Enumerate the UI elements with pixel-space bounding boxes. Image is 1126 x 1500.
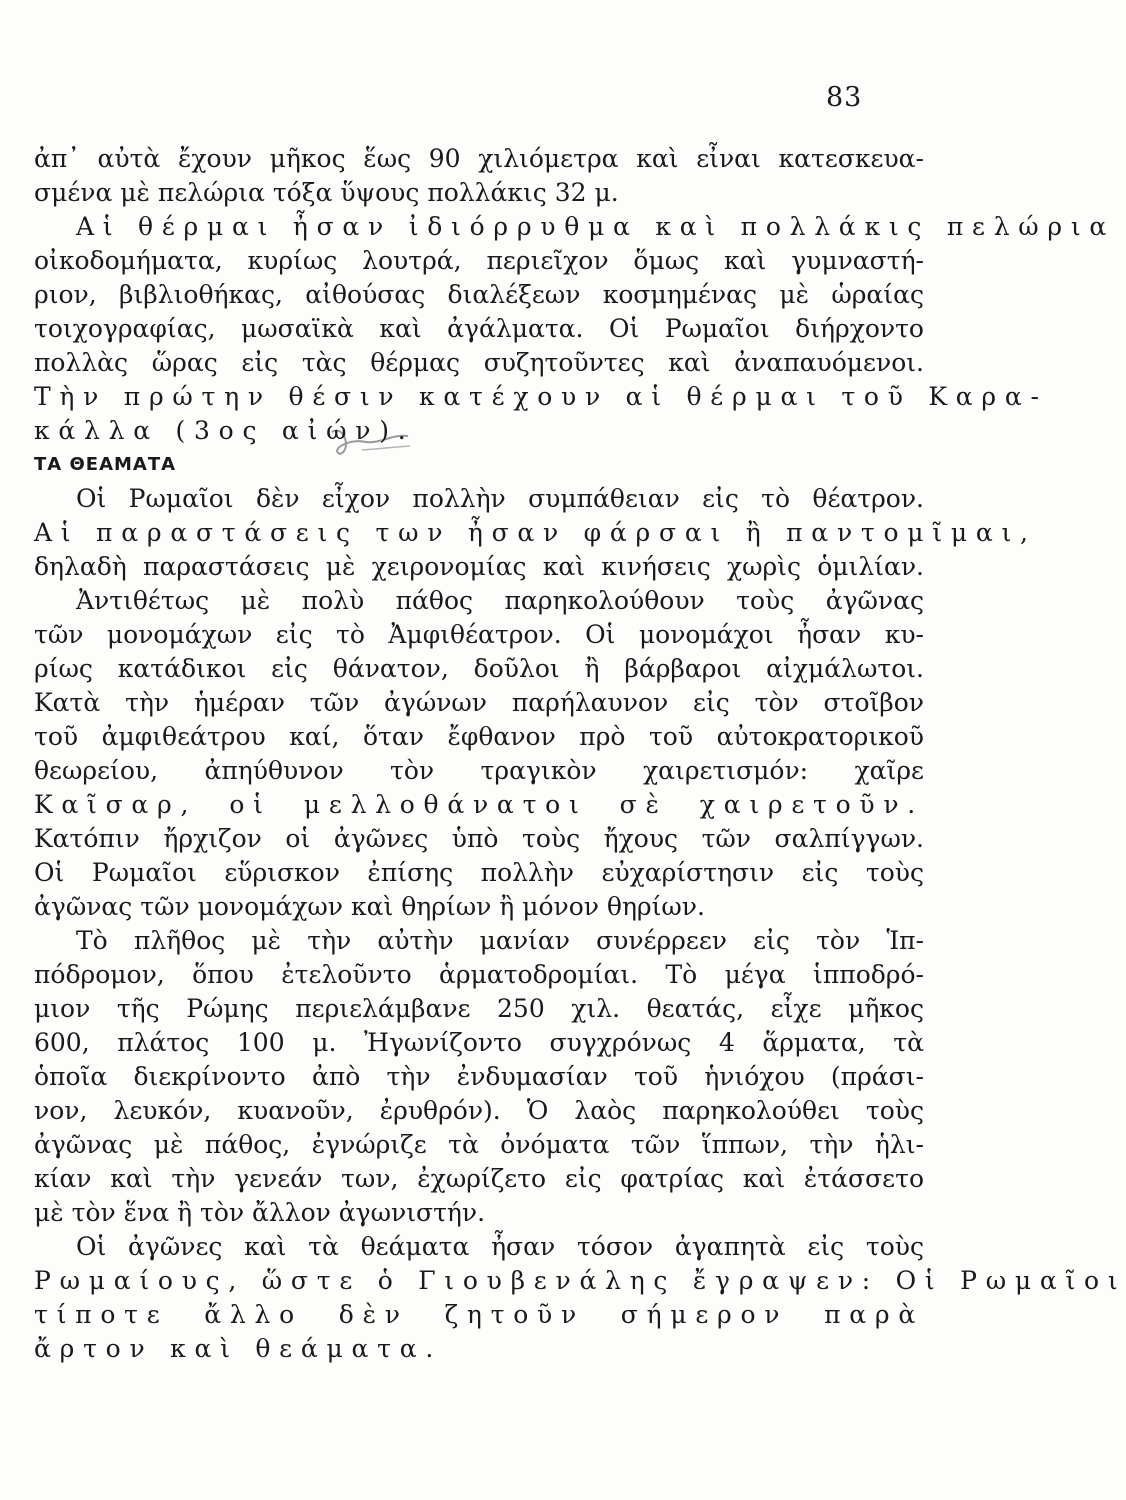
text-line: Οἱ Ρωμαῖοι δὲν εἶχον πολλὴν συμπάθειαν εἰς τὸ θέατρον. <box>76 484 924 513</box>
text-line: δηλαδὴ παραστάσεις μὲ χειρονομίας καὶ κινήσεις χωρὶς ὁμιλίαν. <box>34 552 924 581</box>
text-line: τῶν μονομάχων εἰς τὸ Ἀμφιθέατρον. Οἱ μονομάχοι ἦσαν κυ- <box>34 620 924 649</box>
text-line: τίποτε ἄλλο δὲν ζητοῦν σήμερον παρὰ <box>34 1300 924 1329</box>
text-line: μὲ τὸν ἕνα ἢ τὸν ἄλλον ἀγωνιστήν. <box>34 1198 486 1227</box>
text-line: πόδρομον, ὅπου ἐτελοῦντο ἁρματοδρομίαι. Τὸ μέγα ἱπποδρό- <box>34 960 924 989</box>
text-line: Τὴν πρώτην θέσιν κατέχουν αἱ θέρμαι τοῦ Καρα- <box>34 382 1048 411</box>
text-line: πολλὰς ὥρας εἰς τὰς θέρμας συζητοῦντες καὶ ἀναπαυόμενοι. <box>34 348 924 377</box>
text-line: Τὸ πλῆθος μὲ τὴν αὐτὴν μανίαν συνέρρεεν εἰς τὸν Ἱπ- <box>76 926 924 955</box>
text-line: ὁποῖα διεκρίνοντο ἀπὸ τὴν ἐνδυμασίαν τοῦ ἡνιόχου (πράσι- <box>34 1062 924 1091</box>
text-line: Αἱ παραστάσεις των ἦσαν φάρσαι ἢ παντομῖμαι, <box>34 518 1037 547</box>
text-line: ἀπ᾽ αὐτὰ ἔχουν μῆκος ἕως 90 χιλιόμετρα καὶ εἶναι κατεσκευα- <box>34 144 924 173</box>
text-line: ἀγῶνας μὲ πάθος, ἐγνώριζε τὰ ὀνόματα τῶν ἵππων, τὴν ἡλι- <box>34 1130 924 1159</box>
text-line: κίαν καὶ τὴν γενεάν των, ἐχωρίζετο εἰς φατρίας καὶ ἐτάσσετο <box>34 1164 924 1193</box>
text-line: Κατόπιν ἤρχιζον οἱ ἀγῶνες ὑπὸ τοὺς ἤχους τῶν σαλπίγγων. <box>34 824 924 853</box>
text-line: νον, λευκόν, κυανοῦν, ἐρυθρόν). Ὁ λαὸς παρηκολούθει τοὺς <box>34 1096 924 1125</box>
text-line: ἄρτον καὶ θεάματα. <box>34 1334 443 1363</box>
text-line: οἰκοδομήματα, κυρίως λουτρά, περιεῖχον ὅμως καὶ γυμναστή- <box>34 246 924 275</box>
text-line: ριον, βιβλιοθήκας, αἰθούσας διαλέξεων κοσμημένας μὲ ὡραίας <box>34 280 924 309</box>
section-heading: ΤΑ ΘΕΑΜΑΤΑ <box>34 454 177 475</box>
page-number: 83 <box>826 82 863 113</box>
text-line: Ρωμαίους, ὥστε ὁ Γιουβενάλης ἔγραψεν: Οἱ Ρωμαῖοι <box>34 1266 1126 1295</box>
text-line: ρίως κατάδικοι εἰς θάνατον, δοῦλοι ἢ βάρβαροι αἰχμάλωτοι. <box>34 654 924 683</box>
text-line: Αἱ θέρμαι ἦσαν ἰδιόρρυθμα καὶ πολλάκις πελώρια <box>76 212 1116 241</box>
text-line: τοῦ ἀμφιθεάτρου καί, ὅταν ἔφθανον πρὸ τοῦ αὐτοκρατορικοῦ <box>34 722 924 751</box>
text-line: 600, πλάτος 100 μ. Ἠγωνίζοντο συγχρόνως 4 ἅρματα, τὰ <box>34 1028 924 1057</box>
text-line: κάλλα (3ος αἰών). <box>34 416 415 445</box>
text-line: μιον τῆς Ρώμης περιελάμβανε 250 χιλ. θεατάς, εἶχε μῆκος <box>34 994 924 1023</box>
text-line: Οἱ ἀγῶνες καὶ τὰ θεάματα ἦσαν τόσον ἀγαπητὰ εἰς τοὺς <box>76 1232 924 1261</box>
text-line: Καῖσαρ, οἱ μελλοθάνατοι σὲ χαιρετοῦν. <box>34 790 924 819</box>
text-line: Ἀντιθέτως μὲ πολὺ πάθος παρηκολούθουν τοὺς ἀγῶνας <box>76 586 924 615</box>
text-line: Κατὰ τὴν ἡμέραν τῶν ἀγώνων παρήλαυνον εἰς τὸν στοῖβον <box>34 688 924 717</box>
text-line: θεωρείου, ἀπηύθυνον τὸν τραγικὸν χαιρετισμόν: χαῖρε <box>34 756 924 785</box>
text-line: σμένα μὲ πελώρια τόξα ὕψους πολλάκις 32 μ. <box>34 178 619 207</box>
text-line: Οἱ Ρωμαῖοι εὕρισκον ἐπίσης πολλὴν εὐχαρίστησιν εἰς τοὺς <box>34 858 924 887</box>
text-line: ἀγῶνας τῶν μονομάχων καὶ θηρίων ἢ μόνον θηρίων. <box>34 892 705 921</box>
text-line: τοιχογραφίας, μωσαϊκὰ καὶ ἀγάλματα. Οἱ Ρωμαῖοι διήρχοντο <box>34 314 924 343</box>
